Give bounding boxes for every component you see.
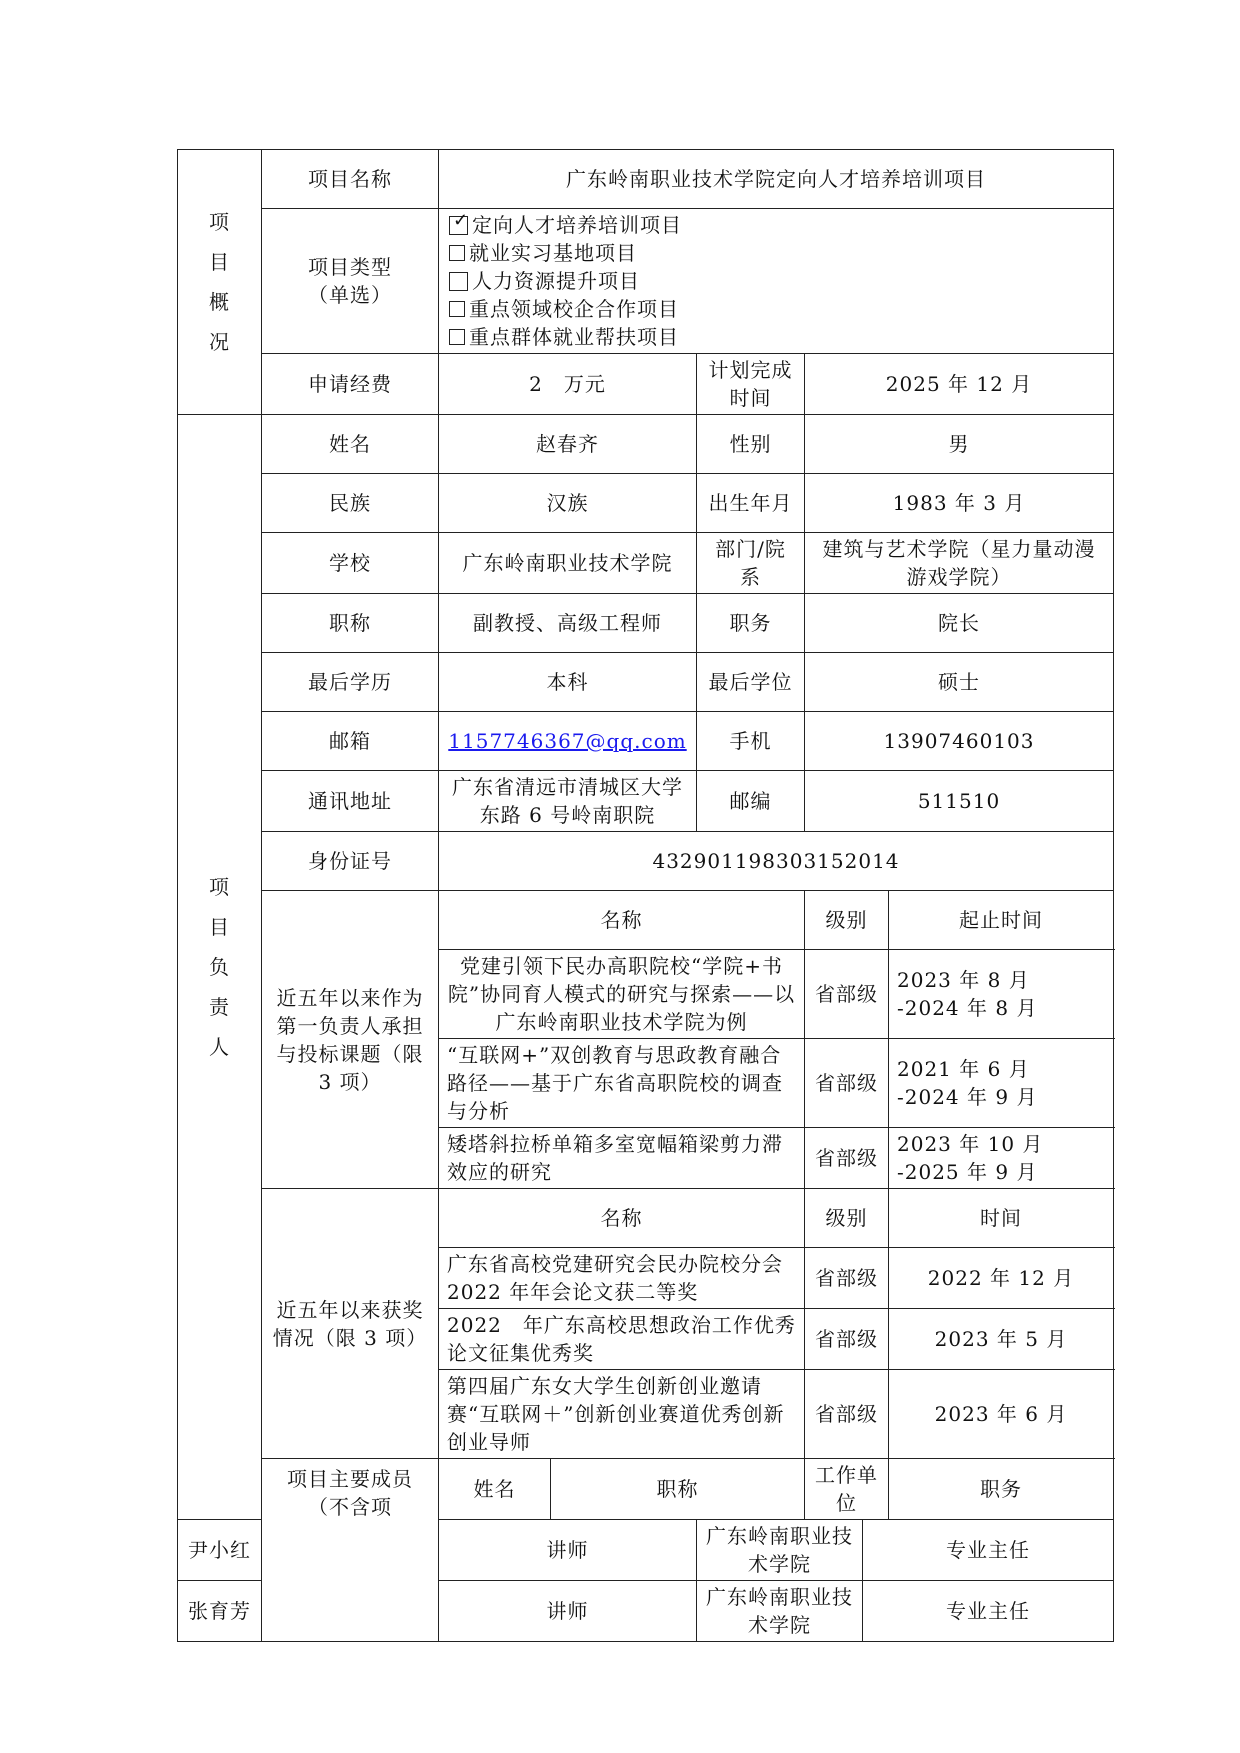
ethnic-value: 汉族 [439, 474, 697, 533]
members-head-title: 职称 [551, 1459, 805, 1520]
award-time: 2023 年 6 月 [889, 1370, 1114, 1459]
deadline-label: 计划完成时间 [697, 354, 805, 415]
row-budget [178, 354, 1114, 415]
projects-header-row [178, 891, 1114, 950]
row-ethnic [178, 474, 1114, 533]
member-title: 讲师 [439, 1520, 697, 1581]
title-value: 副教授、高级工程师 [439, 594, 697, 653]
checkbox-icon[interactable] [449, 245, 465, 261]
members-head-name: 姓名 [439, 1459, 551, 1520]
award-level: 省部级 [805, 1370, 889, 1459]
ethnic-label: 民族 [262, 474, 439, 533]
member-unit: 广东岭南职业技术学院 [697, 1581, 863, 1642]
member-title: 讲师 [439, 1581, 697, 1642]
type-option-2[interactable]: 就业实习基地项目 [449, 239, 1103, 267]
row-email [178, 712, 1114, 771]
address-value: 广东省清远市清城区大学东路 6 号岭南职院 [439, 771, 697, 832]
email-label: 邮箱 [262, 712, 439, 771]
project-type-options [439, 209, 1114, 354]
project-time: 2021 年 6 月 -2024 年 9 月 [889, 1039, 1114, 1128]
phone-value: 13907460103 [805, 712, 1114, 771]
leader-name-label: 姓名 [262, 415, 439, 474]
post-value: 院长 [805, 594, 1114, 653]
phone-label: 手机 [697, 712, 805, 771]
leader-name-value: 赵春齐 [439, 415, 697, 474]
edu-value: 本科 [439, 653, 697, 712]
type-option-5[interactable]: 重点群体就业帮扶项目 [449, 323, 1103, 351]
project-name: “互联网+”双创教育与思政教育融合路径——基于广东省高职院校的调查与分析 [439, 1039, 805, 1128]
checkbox-checked-icon[interactable]: ✓ [449, 216, 468, 235]
member-post: 专业主任 [863, 1520, 1114, 1581]
gender-label: 性别 [697, 415, 805, 474]
award-level: 省部级 [805, 1248, 889, 1309]
member-unit: 广东岭南职业技术学院 [697, 1520, 863, 1581]
row-project-type [178, 209, 1114, 354]
awards-label: 近五年以来获奖情况（限 3 项） [262, 1189, 439, 1459]
award-name: 第四届广东女大学生创新创业邀请赛“互联网＋”创新创业赛道优秀创新创业导师 [439, 1370, 805, 1459]
project-time: 2023 年 8 月 -2024 年 8 月 [889, 950, 1114, 1039]
id-label: 身份证号 [262, 832, 439, 891]
row-address [178, 771, 1114, 832]
checkbox-icon[interactable] [449, 329, 465, 345]
application-form-table [177, 149, 1114, 1642]
award-level: 省部级 [805, 1309, 889, 1370]
gender-value: 男 [805, 415, 1114, 474]
dept-value: 建筑与艺术学院（星力量动漫游戏学院） [805, 533, 1114, 594]
member-name: 尹小红 [178, 1520, 262, 1581]
degree-value: 硕士 [805, 653, 1114, 712]
birth-label: 出生年月 [697, 474, 805, 533]
awards-head-level: 级别 [805, 1189, 889, 1248]
school-value: 广东岭南职业技术学院 [439, 533, 697, 594]
id-value: 432901198303152014 [439, 832, 1114, 891]
project-level: 省部级 [805, 1128, 889, 1189]
type-option-4[interactable]: 重点领域校企合作项目 [449, 295, 1103, 323]
project-name: 党建引领下民办高职院校“学院+书院”协同育人模式的研究与探索——以广东岭南职业技术学院为例 [439, 950, 805, 1039]
row-education [178, 653, 1114, 712]
project-level: 省部级 [805, 1039, 889, 1128]
award-name: 广东省高校党建研究会民办院校分会 2022 年年会论文获二等奖 [439, 1248, 805, 1309]
project-name-label: 项目名称 [262, 150, 439, 209]
awards-head-name: 名称 [439, 1189, 805, 1248]
budget-value: 2 万元 [439, 354, 697, 415]
members-section-label: 项目主要成员（不含项 [262, 1459, 439, 1642]
members-head-unit: 工作单位 [805, 1459, 889, 1520]
birth-value: 1983 年 3 月 [805, 474, 1114, 533]
member-post: 专业主任 [863, 1581, 1114, 1642]
projects-label: 近五年以来作为第一负责人承担与投标课题（限 3 项） [262, 891, 439, 1189]
dept-label: 部门/院系 [697, 533, 805, 594]
school-label: 学校 [262, 533, 439, 594]
zip-label: 邮编 [697, 771, 805, 832]
overview-section-label: 项 目 概 况 [178, 150, 262, 415]
row-title [178, 594, 1114, 653]
projects-head-level: 级别 [805, 891, 889, 950]
post-label: 职务 [697, 594, 805, 653]
projects-head-time: 起止时间 [889, 891, 1114, 950]
zip-value: 511510 [805, 771, 1114, 832]
members-header-row [178, 1459, 1114, 1520]
address-label: 通讯地址 [262, 771, 439, 832]
deadline-value: 2025 年 12 月 [805, 354, 1114, 415]
award-name: 2022 年广东高校思想政治工作优秀论文征集优秀奖 [439, 1309, 805, 1370]
email-link[interactable]: 1157746367@qq.com [448, 729, 687, 753]
project-time: 2023 年 10 月 -2025 年 9 月 [889, 1128, 1114, 1189]
degree-label: 最后学位 [697, 653, 805, 712]
budget-label: 申请经费 [262, 354, 439, 415]
projects-head-name: 名称 [439, 891, 805, 950]
award-time: 2023 年 5 月 [889, 1309, 1114, 1370]
row-project-name [178, 150, 1114, 209]
award-time: 2022 年 12 月 [889, 1248, 1114, 1309]
row-leader-name [178, 415, 1114, 474]
row-school [178, 533, 1114, 594]
email-cell [439, 712, 697, 771]
checkbox-icon[interactable] [449, 301, 465, 317]
project-name-value: 广东岭南职业技术学院定向人才培养培训项目 [439, 150, 1114, 209]
row-id [178, 832, 1114, 891]
leader-section-label: 项 目 负 责 人 [178, 415, 262, 1520]
title-label: 职称 [262, 594, 439, 653]
type-option-3[interactable]: 人力资源提升项目 [449, 267, 1103, 295]
edu-label: 最后学历 [262, 653, 439, 712]
checkbox-icon[interactable] [449, 272, 468, 291]
awards-head-time: 时间 [889, 1189, 1114, 1248]
project-type-label: 项目类型 （单选） [262, 209, 439, 354]
member-name: 张育芳 [178, 1581, 262, 1642]
type-option-1[interactable]: ✓ 定向人才培养培训项目 [449, 211, 1103, 239]
members-head-post: 职务 [889, 1459, 1114, 1520]
awards-header-row [178, 1189, 1114, 1248]
project-name: 矮塔斜拉桥单箱多室宽幅箱梁剪力滞效应的研究 [439, 1128, 805, 1189]
project-level: 省部级 [805, 950, 889, 1039]
